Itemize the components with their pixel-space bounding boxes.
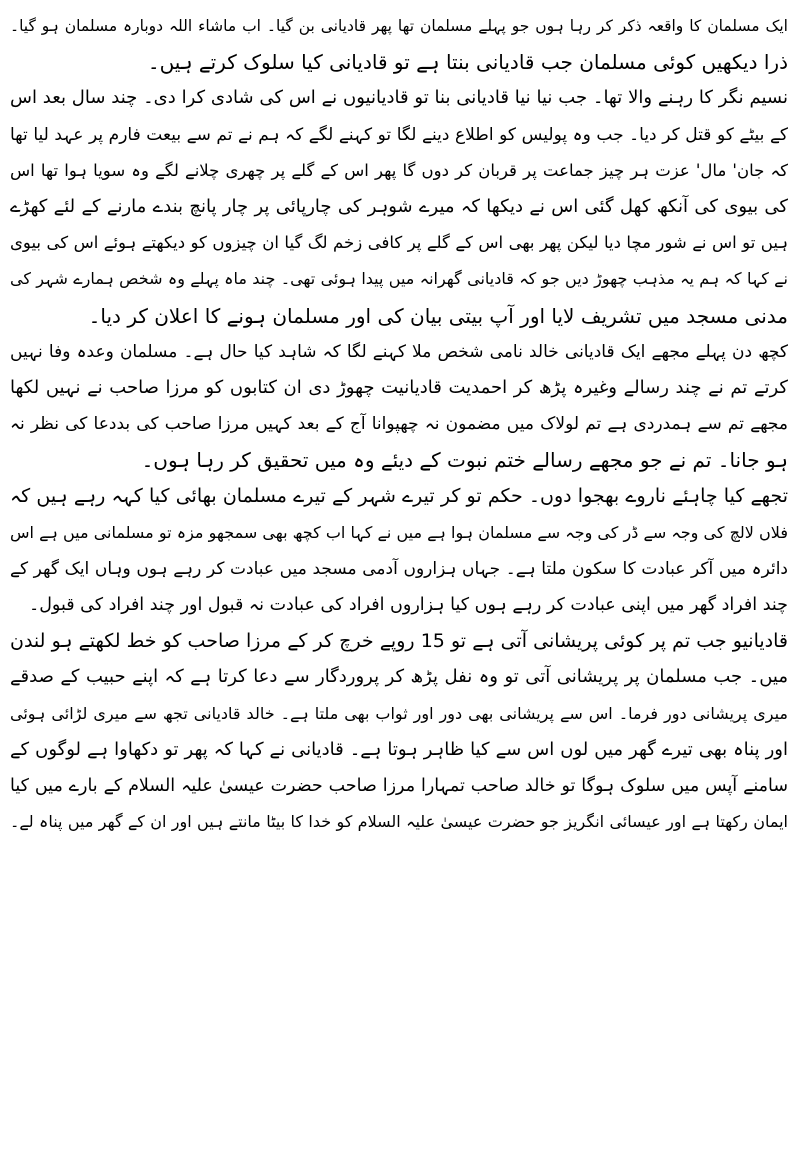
text-line: کے بیٹے کو قتل کر دیا۔ جب وہ پولیس کو اطلاع دینے لگا تو کہنے لگے کہ ہم نے تم سے بیعت فارم پر عہد لیا تھا: [10, 124, 788, 145]
text-line: دائرہ میں آکر عبادت کا سکون ملتا ہے۔ جہاں ہزاروں آدمی مسجد میں عبادت کر رہے ہوں وہاں ایک گھر کے: [10, 558, 788, 579]
text-line: کہ جان' مال' عزت ہر چیز جماعت پر قربان کر دوں گا پھر اس کے گلے پر چھری چلانے لگے وہ سویا ہوا تھا اس: [10, 160, 788, 180]
text-line: تجھے کیا چاہئے ناروے بھجوا دوں۔ حکم تو کر تیرے شہر کے تیرے مسلمان بھائی کیا کہہ رہے ہیں کہ: [10, 485, 788, 508]
urdu-text-body: [10, 8, 788, 840]
text-line: قادیانیو جب تم پر کوئی پریشانی آتی ہے تو 15 روپے خرچ کر کے مرزا صاحب کو خط لکھتے ہو لندن: [10, 630, 788, 653]
text-line: نے کہا کہ ہم یہ مذہب چھوڑ دیں جو کہ قادیانی گھرانہ میں پیدا ہوئی تھی۔ چند ماہ پہلے وہ شخص ہمارے شہر کی: [10, 269, 788, 289]
text-line: کچھ دن پہلے مجھے ایک قادیانی خالد نامی شخص ملا کہنے لگا کہ شاہد کیا حال ہے۔ مسلمان وعدہ وفا نہیں: [10, 341, 788, 362]
text-line: کرتے تم نے چند رسالے وغیرہ پڑھ کر احمدیت قادیانیت چھوڑ دی ان کتابوں کو مرزا صاحب نے نہیں لکھا: [10, 376, 788, 398]
text-line: میری پریشانی دور فرما۔ اس سے پریشانی بھی دور اور ثواب بھی ملتا ہے۔ خالد قادیانی تجھ سے میری لڑائی ہوئی: [10, 703, 788, 723]
text-line: چند افراد گھر میں اپنی عبادت کر رہے ہوں کیا ہزاروں افراد کی عبادت نہ قبول اور چند افراد کی قبول۔: [28, 595, 788, 615]
text-line: اور پناہ بھی تیرے گھر میں لوں اس سے کیا ظاہر ہوتا ہے۔ قادیانی نے کہا کہ پھر تو دکھاوا ہے لوگوں کے: [10, 738, 788, 760]
text-line: کی بیوی کی آنکھ کھل گئی اس نے دیکھا کہ میرے شوہر کی چارپائی پر چار پانچ بندے مارنے کے لئے کھڑے: [10, 195, 788, 217]
text-line: میں۔ جب مسلمان پر پریشانی آتی تو وہ نفل پڑھ کر پروردگار سے دعا کرتا ہے کہ اپنے حبیب کے صدقے: [10, 666, 788, 688]
text-line: مجھے تم سے ہمدردی ہے تم لولاک میں مضمون نہ چھپوانا آج کے بعد کہیں مرزا صاحب کی بددعا کی نظر نہ: [10, 414, 788, 435]
text-line: مدنی مسجد میں تشریف لایا اور آپ بیتی بیان کی اور مسلمان ہونے کا اعلان کر دیا۔: [88, 303, 788, 328]
text-line: ایمان رکھتا ہے اور عیسائی انگریز جو حضرت عیسیٰ علیہ السلام کو خدا کا بیٹا مانتے ہیں اور ان کے گھر میں پناہ لے۔: [10, 812, 788, 832]
text-line: ہو جانا۔ تم نے جو مجھے رسالے ختم نبوت کے دیئے وہ میں تحقیق کر رہا ہوں۔: [141, 448, 788, 473]
text-line: نسیم نگر کا رہنے والا تھا۔ جب نیا نیا قادیانی بنا تو قادیانیوں نے اس کی شادی کرا دی۔ چند سال بعد اس: [10, 87, 788, 109]
text-line: ایک مسلمان کا واقعہ ذکر کر رہا ہوں جو پہلے مسلمان تھا پھر قادیانی بن گیا۔ اب ماشاء اللہ دوبارہ مسلمان ہو گیا۔: [10, 17, 788, 35]
text-line: ہیں تو اس نے شور مچا دیا لیکن پھر بھی اس کے گلے پر کافی زخم لگ گیا ان چیزوں کو دیکھتے ہوئے اس کی بیوی: [10, 233, 788, 253]
text-line: ذرا دیکھیں کوئی مسلمان جب قادیانی بنتا ہے تو قادیانی کیا سلوک کرتے ہیں۔: [147, 50, 788, 75]
text-line: سامنے آپس میں سلوک ہوگا تو خالد صاحب تمہارا مرزا صاحب حضرت عیسیٰ علیہ السلام کے بارے میں کیا: [10, 775, 788, 796]
text-line: فلاں لالچ کی وجہ سے ڈر کی وجہ سے مسلمان ہوا ہے میں نے کہا اب کچھ بھی سمجھو مزہ تو مسلمانی میں ہے اس: [10, 522, 788, 542]
